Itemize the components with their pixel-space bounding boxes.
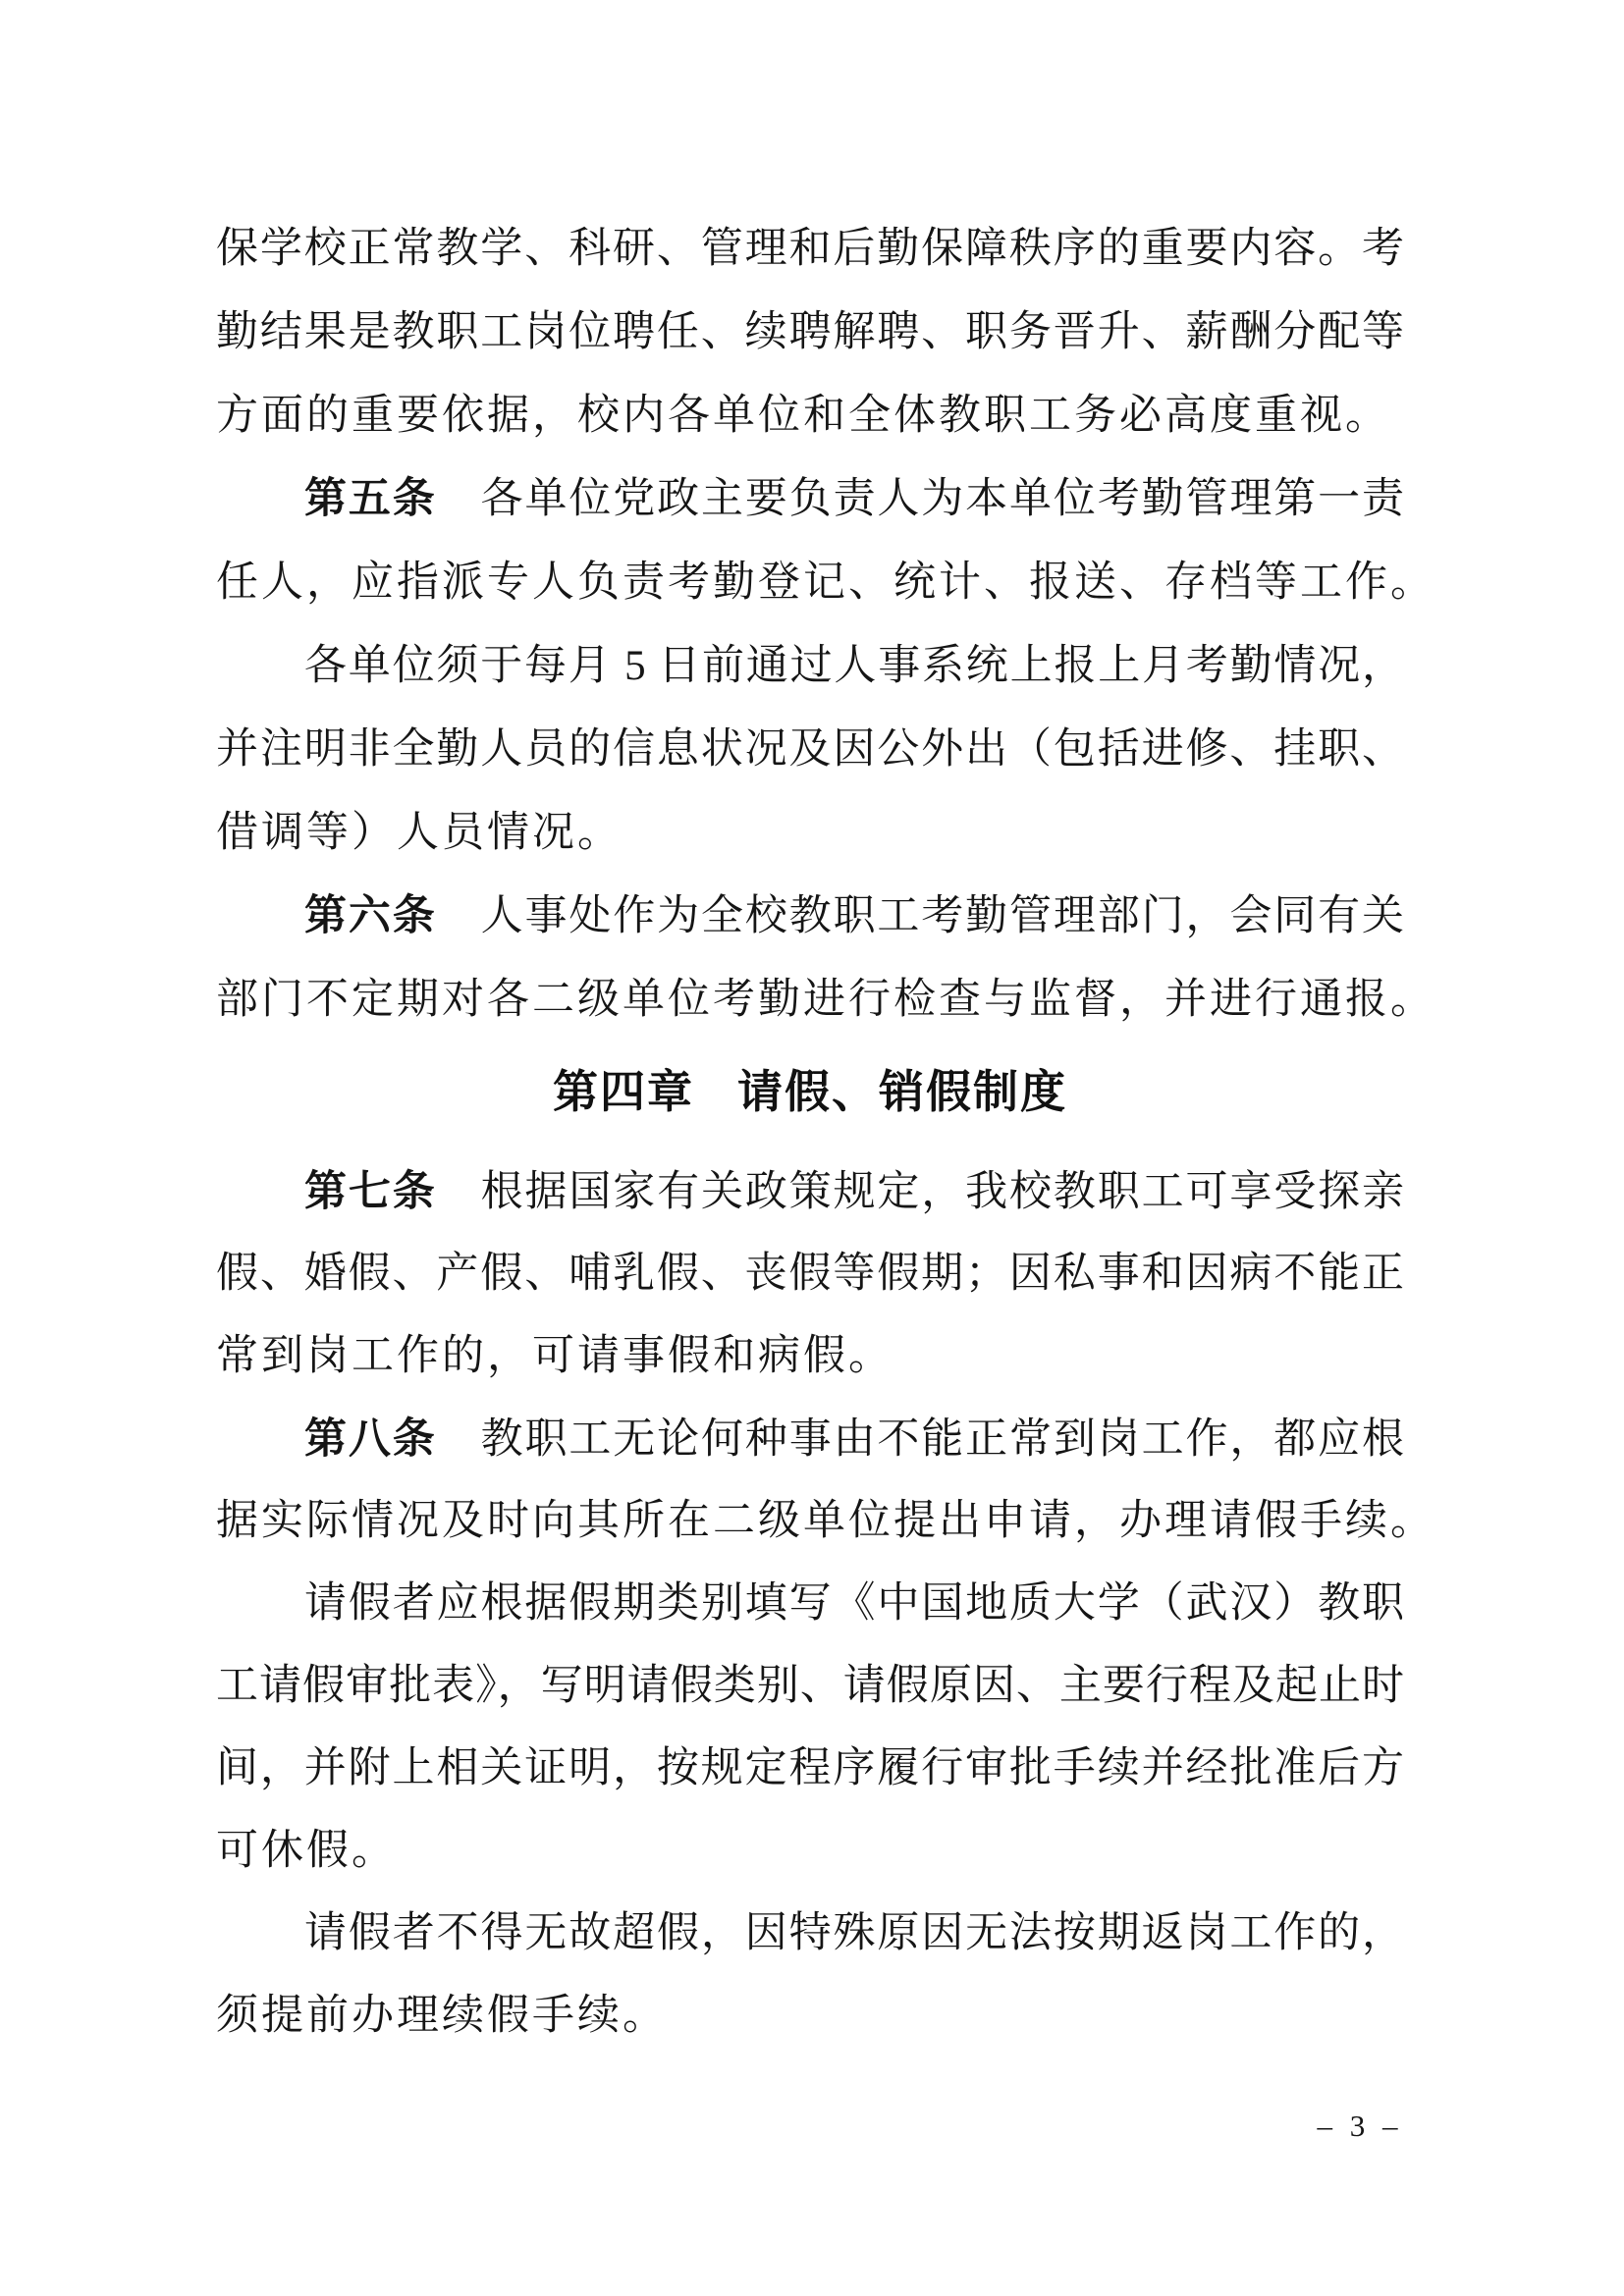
line-text: 常到岗工作的，可请事假和病假。 (216, 1333, 893, 1379)
text-line (216, 708, 1404, 791)
line-text: 借调等）人员情况。 (216, 810, 623, 856)
text-line (216, 541, 1435, 624)
text-line (304, 1398, 1404, 1480)
line-text: 并注明非全勤人员的信息状况及因公外出（包括进修、挂职、 (216, 726, 1404, 773)
line-text: 任人，应指派专人负责考勤登记、统计、报送、存档等工作。 (216, 560, 1435, 606)
text-line (304, 624, 1404, 708)
line-text: 教职工无论何种事由不能正常到岗工作，都应根 (480, 1416, 1405, 1463)
article-number: 第五条 (304, 475, 437, 522)
text-line (216, 1975, 1404, 2057)
line-text: 可休假。 (216, 1828, 397, 1874)
line-text: 根据国家有关政策规定，我校教职工可享受探亲 (480, 1169, 1405, 1215)
line-text: 须提前办理续假手续。 (216, 1993, 668, 2039)
text-line (216, 1810, 1404, 1893)
text-line (216, 1480, 1435, 1563)
text-line (216, 791, 1404, 875)
text-block (216, 207, 1435, 2057)
line-text: 请假者不得无故超假，因特殊原因无法按期返岗工作的， (304, 1910, 1404, 1956)
page-number: – 3 – (1317, 2109, 1403, 2143)
text-line (216, 374, 1404, 457)
line-text: 部门不定期对各二级单位考勤进行检查与监督，并进行通报。 (216, 977, 1435, 1023)
text-line (216, 207, 1404, 291)
line-text: 保学校正常教学、科研、管理和后勤保障秩序的重要内容。考 (216, 226, 1404, 272)
line-text: 假、婚假、产假、哺乳假、丧假等假期；因私事和因病不能正 (216, 1251, 1404, 1297)
line-text: 方面的重要依据，校内各单位和全体教职工务必高度重视。 (216, 393, 1390, 439)
chapter-title: 请假、销假制度 (737, 1066, 1067, 1117)
text-line (216, 1728, 1404, 1810)
chapter-number: 第四章 (553, 1066, 694, 1117)
text-line (216, 1315, 1404, 1398)
text-line (216, 1645, 1404, 1728)
line-text: 各单位须于每月 5 日前通过人事系统上报上月考勤情况， (304, 643, 1404, 689)
line-text: 勤结果是教职工岗位聘任、续聘解聘、职务晋升、薪酬分配等 (216, 309, 1404, 355)
chapter-heading (216, 1041, 1404, 1143)
line-text: 间，并附上相关证明，按规定程序履行审批手续并经批准后方 (216, 1745, 1404, 1791)
text-line (304, 1563, 1404, 1645)
article-number: 第八条 (304, 1415, 437, 1463)
article-number: 第六条 (304, 892, 437, 939)
text-line (216, 958, 1435, 1041)
line-text: 工请假审批表》，写明请假类别、请假原因、主要行程及起止时 (216, 1663, 1404, 1709)
text-line (216, 291, 1404, 374)
text-line (216, 1233, 1404, 1315)
text-line (304, 1893, 1404, 1975)
line-text: 据实际情况及时向其所在二级单位提出申请，办理请假手续。 (216, 1498, 1435, 1544)
line-text: 请假者应根据假期类别填写《中国地质大学（武汉）教职 (304, 1580, 1404, 1627)
line-text: 人事处作为全校教职工考勤管理部门，会同有关 (480, 893, 1405, 939)
line-text: 各单位党政主要负责人为本单位考勤管理第一责 (480, 476, 1405, 522)
text-line (304, 457, 1404, 541)
text-line (304, 1150, 1404, 1233)
article-number: 第七条 (304, 1168, 437, 1215)
text-line (304, 875, 1404, 958)
